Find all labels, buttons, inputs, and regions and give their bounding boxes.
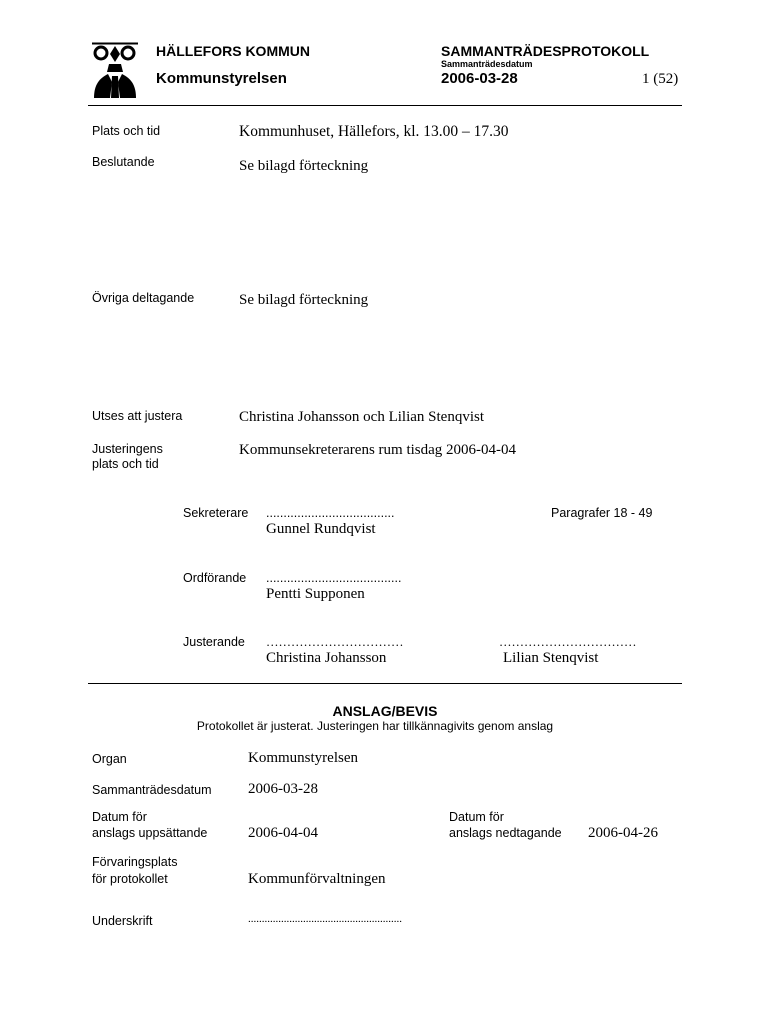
meeting-date: 2006-03-28 [441, 70, 518, 87]
adjuster-name-2: Lilian Stenqvist [503, 650, 599, 666]
place-value: Kommunhuset, Hällefors, kl. 13.00 – 17.30 [239, 123, 509, 140]
adjust-place-label-line2: plats och tid [92, 457, 159, 471]
others-label: Övriga deltagande [92, 291, 195, 305]
notice-subtitle: Protokollet är justerat. Justeringen har tillkännagivits genom anslag [196, 719, 554, 733]
document-type: SAMMANTRÄDESPROTOKOLL [441, 43, 650, 59]
section-rule [88, 683, 682, 684]
page-number: 1 (52) [642, 71, 679, 87]
removal-date-label-line2: anslags nedtagande [449, 826, 562, 840]
removal-date-label-line1: Datum för [449, 810, 504, 824]
meeting-date-value: 2006-03-28 [248, 781, 318, 797]
adjuster-label: Justerande [183, 635, 245, 649]
chair-name: Pentti Supponen [266, 586, 365, 602]
paragraphs-range: Paragrafer 18 - 49 [551, 506, 653, 520]
posting-date-label-line2: anslags uppsättande [92, 826, 208, 840]
notice-title: ANSLAG/BEVIS [332, 703, 438, 719]
municipality-logo [92, 42, 138, 100]
secretary-name: Gunnel Rundqvist [266, 521, 376, 537]
adjuster-signature-line-1: …………………………… [266, 635, 404, 649]
storage-value: Kommunförvaltningen [248, 871, 386, 887]
storage-label-line1: Förvaringsplats [92, 855, 178, 869]
chair-label: Ordförande [183, 571, 247, 585]
organ-label: Organ [92, 752, 127, 766]
board-name: Kommunstyrelsen [156, 70, 287, 87]
adjust-label: Utses att justera [92, 409, 183, 423]
municipality-name: HÄLLEFORS KOMMUN [156, 43, 310, 59]
removal-date-value: 2006-04-26 [588, 825, 658, 841]
organ-value: Kommunstyrelsen [248, 750, 358, 766]
adjust-value: Christina Johansson och Lilian Stenqvist [239, 409, 484, 425]
storage-label-line2: för protokollet [92, 872, 168, 886]
adjuster-signature-line-2: …………………………… [499, 635, 637, 649]
secretary-signature-line: ..................................... [266, 506, 395, 520]
signature-line: ........................................................ [248, 913, 402, 925]
adjust-place-label-line1: Justeringens [92, 442, 163, 456]
secretary-label: Sekreterare [183, 506, 249, 520]
adjuster-name-1: Christina Johansson [266, 650, 387, 666]
chair-signature-line: ....................................... [266, 571, 402, 585]
signature-label: Underskrift [92, 914, 153, 928]
header-rule [88, 105, 682, 106]
meeting-date-caption: Sammanträdesdatum [441, 59, 533, 69]
place-label: Plats och tid [92, 124, 161, 138]
others-value: Se bilagd förteckning [239, 292, 369, 308]
adjust-place-value: Kommunsekreterarens rum tisdag 2006-04-04 [239, 442, 517, 458]
posting-date-value: 2006-04-04 [248, 825, 318, 841]
decision-label: Beslutande [92, 155, 155, 169]
posting-date-label-line1: Datum för [92, 810, 147, 824]
decision-value: Se bilagd förteckning [239, 158, 369, 174]
meeting-date-label: Sammanträdesdatum [92, 783, 212, 797]
